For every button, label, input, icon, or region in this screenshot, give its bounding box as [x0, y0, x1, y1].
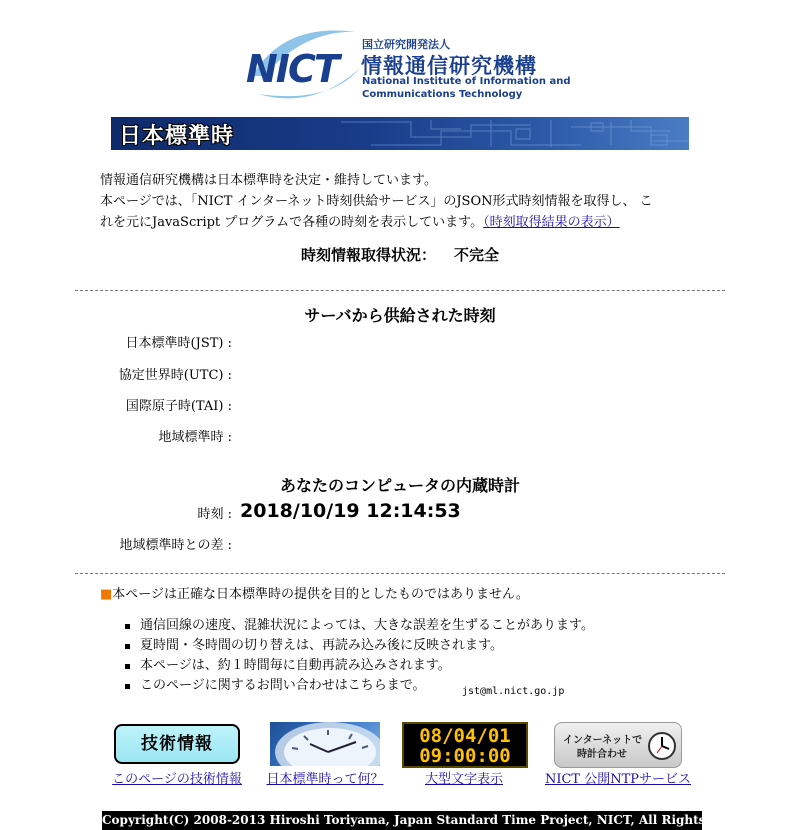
local-std-label: 地域標準時 :: [158, 430, 232, 445]
tai-label: 国際原子時(TAI) :: [125, 399, 232, 414]
ntp-service-link[interactable]: NICT 公開NTPサービス: [544, 772, 692, 787]
fetch-result-link[interactable]: （時刻取得結果の表示）: [483, 215, 620, 230]
digit-time: 09:00:00: [419, 745, 511, 767]
logo-org-name-en-2: Communications Technology: [362, 89, 523, 100]
local-time-value: 2018/10/19 12:14:53: [240, 500, 461, 522]
list-item: 本ページは、約１時間毎に自動再読み込みされます。: [120, 656, 594, 676]
list-item: 通信回線の速度、混雑状況によっては、大きな誤差を生ずることがあります。: [120, 616, 594, 636]
fetch-status: [0, 244, 800, 265]
what-is-jst-link[interactable]: 日本標準時って何？: [266, 772, 384, 787]
jst-label: 日本標準時(JST) :: [125, 336, 232, 351]
tech-info-link[interactable]: このページの技術情報: [112, 772, 242, 787]
server-time-title: サーバから供給された時刻: [304, 306, 496, 325]
jst-clock-image[interactable]: [270, 722, 380, 766]
local-clock-title: あなたのコンピュータの内蔵時計: [279, 476, 520, 495]
fetch-status-label: 時刻情報取得状況：: [300, 246, 436, 264]
list-item: 夏時間・冬時間の切り替えは、再読み込み後に反映されます。: [120, 636, 594, 656]
intro-text: [100, 170, 700, 233]
page-banner: [111, 117, 689, 150]
banner-title: 日本標準時: [119, 124, 235, 149]
intro-line-3: [100, 212, 700, 233]
nict-logo-mark: [244, 24, 364, 104]
list-item: このページに関するお問い合わせはこちらまで。: [120, 676, 594, 696]
digit-date: 08/04/01: [419, 725, 511, 747]
local-time-label: 時刻 :: [197, 507, 232, 522]
ntp-service-image[interactable]: [554, 722, 682, 768]
clock-face-icon: [270, 722, 380, 766]
notice: [100, 583, 529, 602]
logo-org-type: 国立研究開発法人: [362, 38, 450, 51]
nict-logo: [244, 24, 571, 104]
contact-email: jst@ml.nict.go.jp: [462, 686, 565, 697]
ntp-line-1: インターネットで: [563, 735, 643, 746]
tech-info-button[interactable]: [114, 724, 240, 764]
notice-text: 本ページは正確な日本標準時の提供を目的としたものではありません。: [112, 587, 529, 602]
large-digits-link[interactable]: 大型文字表示: [424, 772, 503, 787]
intro-line-2: 本ページでは、「NICT インターネット時刻供給サービス」のJSON形式時刻情報を取得し、 こ: [100, 194, 653, 209]
logo-org-name-jp: 情報通信研究機構: [361, 54, 537, 78]
logo-org-name-en-1: National Institute of Information and: [362, 76, 571, 87]
tech-info-button-label: 技術情報: [141, 734, 213, 754]
utc-label: 協定世界時(UTC) :: [118, 368, 232, 383]
clock-icon: [647, 731, 677, 761]
notice-list: [120, 616, 594, 696]
divider-top: [75, 290, 725, 291]
ntp-line-2: 時計合わせ: [577, 749, 627, 760]
large-digits-image[interactable]: [402, 722, 528, 768]
intro-line-1: 情報通信研究機構は日本標準時を決定・維持しています。: [100, 173, 437, 188]
divider-bottom: [75, 573, 725, 574]
diff-label: 地域標準時との差 :: [119, 538, 232, 553]
notice-mark: ■: [100, 587, 113, 602]
svg-text:NICT: NICT: [246, 47, 338, 91]
footer-copyright: Copyright(C) 2008-2013 Hiroshi Toriyama, Japan Standard Time Project, NICT, All Rights Reserved.: [102, 811, 702, 830]
fetch-status-value: 不完全: [454, 246, 500, 264]
intro-line-3-text: れを元にJavaScript プログラムで各種の時刻を表示しています。: [100, 215, 484, 230]
